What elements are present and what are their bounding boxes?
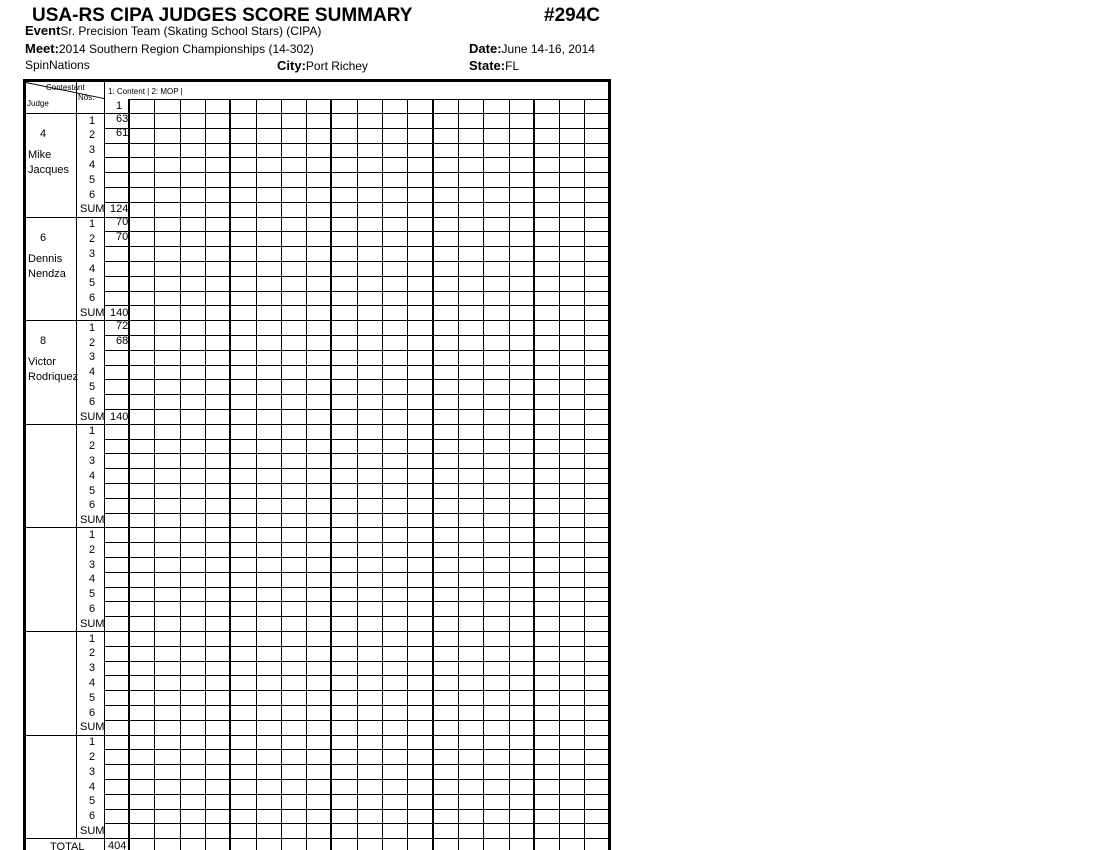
judge-number: 6 (40, 231, 47, 244)
column-line (533, 99, 535, 850)
row-number: 5 (89, 588, 96, 601)
judge-column-line (76, 82, 77, 838)
score-cell: 72 (116, 319, 129, 332)
row-number: 4 (89, 780, 96, 793)
meet-label: Meet (25, 41, 55, 56)
date-line: Date:June 14-16, 2014 (469, 41, 595, 56)
row-number: 6 (89, 292, 96, 305)
column-line (281, 99, 282, 850)
judge-number: 4 (40, 128, 47, 140)
row-line (104, 453, 608, 454)
judge-last-name: Jacques (28, 164, 69, 176)
row-line (104, 483, 608, 484)
total-value: 404 (108, 840, 127, 850)
judge-last-name: Nendza (28, 267, 66, 280)
row-line (104, 439, 608, 440)
row-number: 5 (89, 484, 96, 497)
row-number: 5 (89, 795, 96, 808)
row-line (104, 779, 608, 780)
row-line (104, 661, 608, 662)
sum-label: SUM (80, 514, 105, 527)
row-number: 4 (89, 573, 96, 586)
row-number: 6 (89, 706, 96, 719)
row-line (104, 675, 608, 676)
date-label: Date (469, 41, 498, 56)
row-line (104, 157, 608, 158)
row-number: 2 (89, 750, 96, 763)
row-number: 1 (89, 321, 96, 334)
row-number: 6 (89, 499, 96, 512)
date-value: June 14-16, 2014 (501, 42, 595, 56)
row-number: 4 (89, 366, 96, 379)
column-line (509, 99, 510, 850)
row-number: 3 (89, 662, 96, 675)
row-line (104, 172, 608, 173)
city-value: Port Richey (305, 59, 368, 73)
row-line (104, 498, 608, 499)
column-line (229, 99, 231, 850)
club-name: SpinNations (25, 58, 90, 72)
sum-label: SUM (80, 617, 105, 630)
score-cell: 70 (116, 230, 129, 243)
row-line (104, 720, 608, 721)
header-line (129, 99, 608, 100)
row-number: 2 (89, 543, 96, 556)
column-line (432, 99, 434, 850)
column-line (306, 99, 307, 850)
row-line (104, 291, 608, 292)
row-line (104, 128, 608, 129)
state-value: FL (505, 59, 520, 73)
column-line (584, 99, 585, 850)
meet-value: 2014 Southern Region Championships (14-302) (58, 42, 314, 56)
row-line (104, 350, 608, 351)
row-line (104, 587, 608, 588)
sum-label: SUM (80, 410, 105, 423)
row-line (104, 616, 608, 617)
row-line (104, 246, 608, 247)
row-number: 2 (89, 336, 96, 349)
column-line (180, 99, 181, 850)
column-line (407, 99, 408, 850)
row-number: 5 (89, 380, 96, 393)
total-label: TOTAL (50, 841, 85, 850)
sum-value: 140 (110, 306, 129, 319)
corner-nos-label: Nos. (78, 93, 95, 102)
judge-first-name: Mike (28, 149, 52, 161)
meet-line: Meet:2014 Southern Region Championships (14-302) (25, 41, 314, 56)
row-number: 3 (89, 144, 96, 157)
sum-value: 140 (110, 410, 129, 423)
column-line (357, 99, 358, 850)
judge-block-line (26, 527, 608, 528)
sum-label: SUM (80, 824, 105, 837)
column-line (256, 99, 257, 850)
header-bottom-line (26, 113, 608, 114)
score-sheet-table (23, 79, 611, 850)
judge-last-name: Rodriquez (28, 371, 79, 384)
column-line (458, 99, 459, 850)
row-line (104, 365, 608, 366)
state-label: State (469, 58, 501, 73)
row-number: 5 (89, 691, 96, 704)
row-number: 4 (89, 676, 96, 689)
row-line (104, 749, 608, 750)
row-line (104, 823, 608, 824)
form-number: #294C (544, 5, 600, 26)
row-number: 6 (89, 602, 96, 615)
judge-block-line (26, 838, 608, 839)
row-line (104, 690, 608, 691)
column-line (154, 99, 155, 850)
row-number: 4 (89, 158, 96, 171)
sum-value: 124 (110, 203, 129, 216)
score-cell: 70 (116, 216, 129, 229)
row-line (104, 261, 608, 262)
row-number: 2 (89, 232, 96, 245)
corner-contestant-label: Contestant (46, 83, 85, 92)
judge-first-name: Victor (28, 356, 56, 369)
row-line (104, 231, 608, 232)
row-number: 6 (89, 810, 96, 823)
row-line (104, 409, 608, 410)
row-number: 2 (89, 440, 96, 453)
row-line (104, 794, 608, 795)
event-value: Sr. Precision Team (Skating School Stars) (CIPA) (60, 24, 322, 38)
row-number: 1 (89, 632, 96, 645)
judge-block-line (26, 631, 608, 632)
row-line (104, 468, 608, 469)
row-number: 1 (89, 736, 96, 749)
row-number: 5 (89, 173, 96, 186)
row-number: 6 (89, 188, 96, 201)
judge-number: 8 (40, 335, 47, 348)
score-cell: 63 (116, 112, 129, 125)
sum-label: SUM (80, 721, 105, 734)
column-line (330, 99, 332, 850)
row-number: 1 (89, 425, 96, 438)
row-number: 1 (89, 114, 96, 127)
row-line (104, 394, 608, 395)
row-number: 3 (89, 454, 96, 467)
row-number: 2 (89, 129, 96, 142)
city-line: City:Port Richey (277, 58, 368, 73)
row-line (104, 764, 608, 765)
row-line (104, 809, 608, 810)
form-title: USA-RS CIPA JUDGES SCORE SUMMARY (32, 5, 413, 26)
column-line (382, 99, 383, 850)
event-line (25, 22, 321, 40)
row-line (104, 276, 608, 277)
event-label: Event (25, 23, 61, 38)
row-number: 4 (89, 262, 96, 275)
judge-block-line (26, 320, 608, 321)
row-line (104, 379, 608, 380)
row-line (104, 335, 608, 336)
mark-legend: 1: Content | 2: MOP | (108, 87, 183, 96)
state-line: State:FL (469, 58, 520, 73)
score-cell: 68 (116, 334, 129, 347)
city-label: City (277, 58, 302, 73)
row-line (104, 601, 608, 602)
row-line (104, 705, 608, 706)
sum-label: SUM (80, 203, 105, 216)
row-number: 4 (89, 469, 96, 482)
row-number: 3 (89, 351, 96, 364)
contestant-number: 1 (116, 100, 123, 112)
corner-judge-label: Judge (27, 99, 49, 108)
judge-first-name: Dennis (28, 252, 63, 265)
judge-block-line (26, 424, 608, 425)
row-number: 1 (89, 218, 96, 231)
row-line (104, 143, 608, 144)
row-number: 1 (89, 528, 96, 541)
row-number: 3 (89, 558, 96, 571)
column-line (483, 99, 484, 850)
row-line (104, 305, 608, 306)
column-line (559, 99, 560, 850)
row-line (104, 572, 608, 573)
row-line (104, 513, 608, 514)
row-line (104, 646, 608, 647)
row-number: 3 (89, 765, 96, 778)
sum-label: SUM (80, 306, 105, 319)
row-number: 6 (89, 395, 96, 408)
judge-block-line (26, 735, 608, 736)
row-line (104, 202, 608, 203)
row-line (104, 557, 608, 558)
row-line (104, 542, 608, 543)
row-number: 5 (89, 277, 96, 290)
row-number: 2 (89, 647, 96, 660)
row-number: 3 (89, 247, 96, 260)
score-cell: 61 (116, 127, 129, 140)
judge-block-line (26, 217, 608, 218)
column-line (205, 99, 206, 850)
row-line (104, 187, 608, 188)
